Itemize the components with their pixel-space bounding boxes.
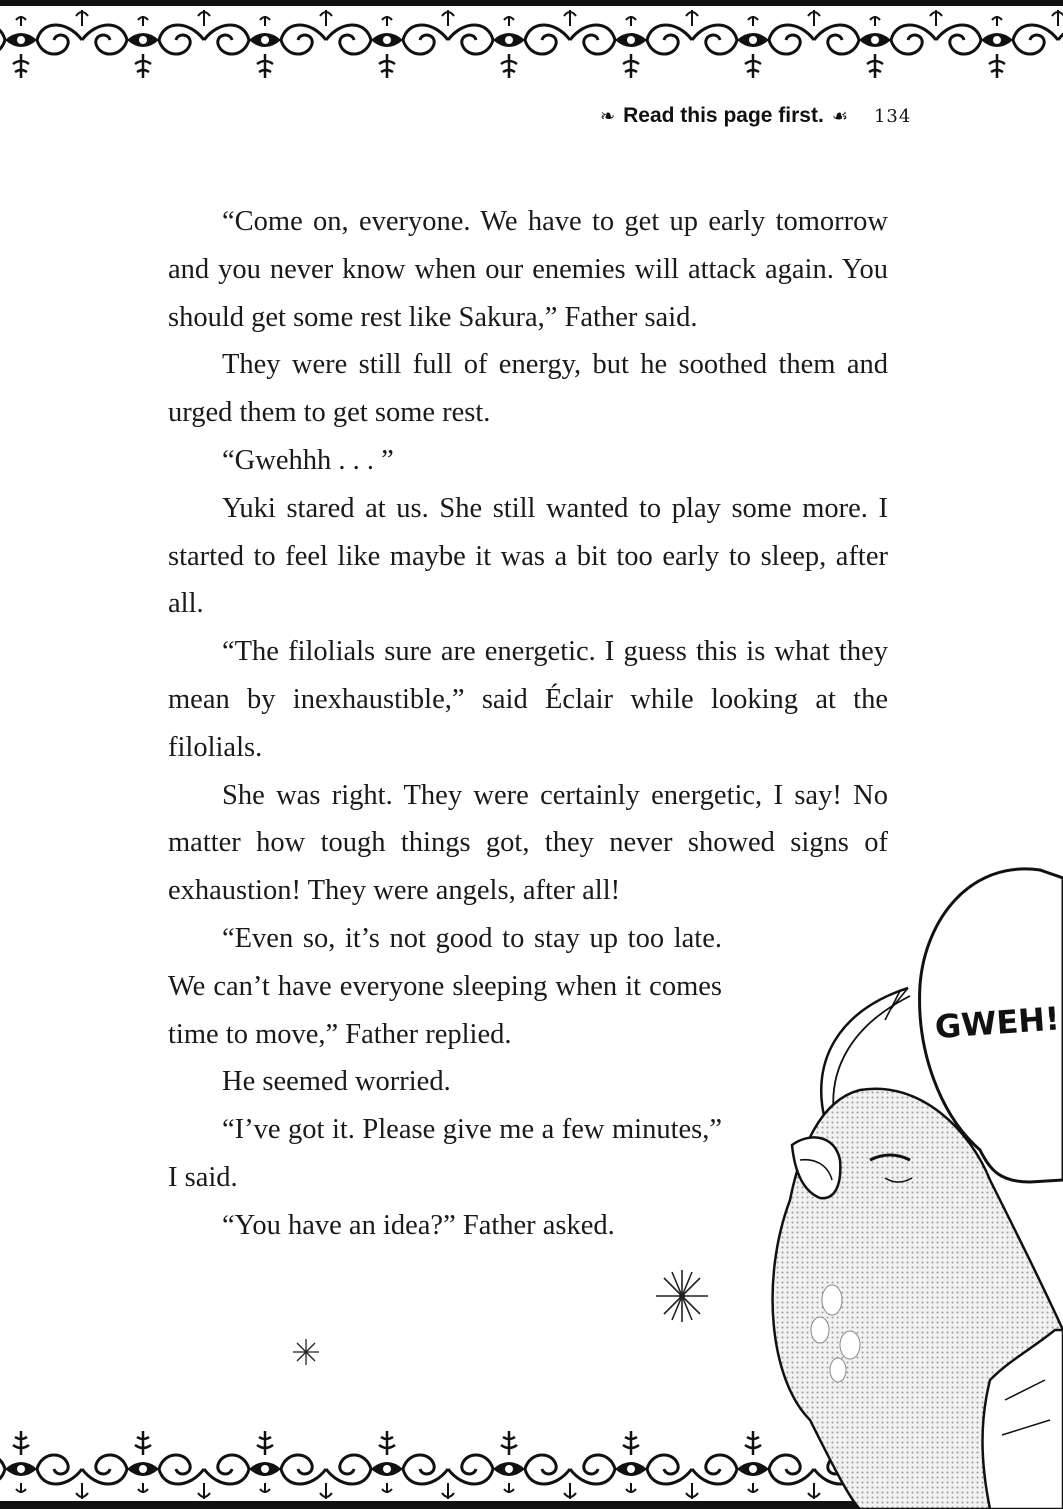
page-number: 134	[873, 105, 912, 127]
header-title: Read this page first.	[623, 104, 824, 127]
filolial-illustration	[740, 860, 1063, 1509]
left-ornament-icon: ❧	[600, 105, 616, 127]
paragraph: “The filolials sure are energetic. I guess this is what they mean by inexhaustible,” said Éclair while looking at the filolials.	[168, 636, 888, 763]
right-ornament-icon: ☙	[831, 105, 848, 127]
paragraph: She was right. They were certainly energetic, I say! No matter how tough things got, they never showed signs of exhaustion! They were angels, after all!	[168, 779, 888, 907]
paragraph: They were still full of energy, but he soothed them and urged them to get some rest.	[168, 349, 888, 429]
paragraph: “Come on, everyone. We have to get up early tomorrow and you never know when our enemies will attack again. You should get some rest like Sakura,” Father said.	[168, 206, 888, 333]
paragraph: “Gwehhh . . . ”	[222, 444, 394, 476]
speech-bubble-text: GWEH!	[933, 999, 1061, 1047]
running-header	[600, 96, 980, 136]
sparkle-icon	[292, 1338, 320, 1366]
top-ornamental-border	[0, 0, 1063, 96]
paragraph: He seemed worried.	[222, 1066, 451, 1098]
sparkle-icon	[654, 1268, 710, 1324]
paragraph: “Even so, it’s not good to stay up too late. We can’t have everyone sleeping when it comes time to move,” Father replied.	[168, 922, 722, 1050]
paragraph: Yuki stared at us. She still wanted to play some more. I started to feel like maybe it was a bit too early to sleep, after all.	[168, 492, 888, 620]
paragraph: “I’ve got it. Please give me a few minutes,” I said.	[168, 1114, 722, 1193]
paragraph: “You have an idea?” Father asked.	[222, 1209, 615, 1241]
